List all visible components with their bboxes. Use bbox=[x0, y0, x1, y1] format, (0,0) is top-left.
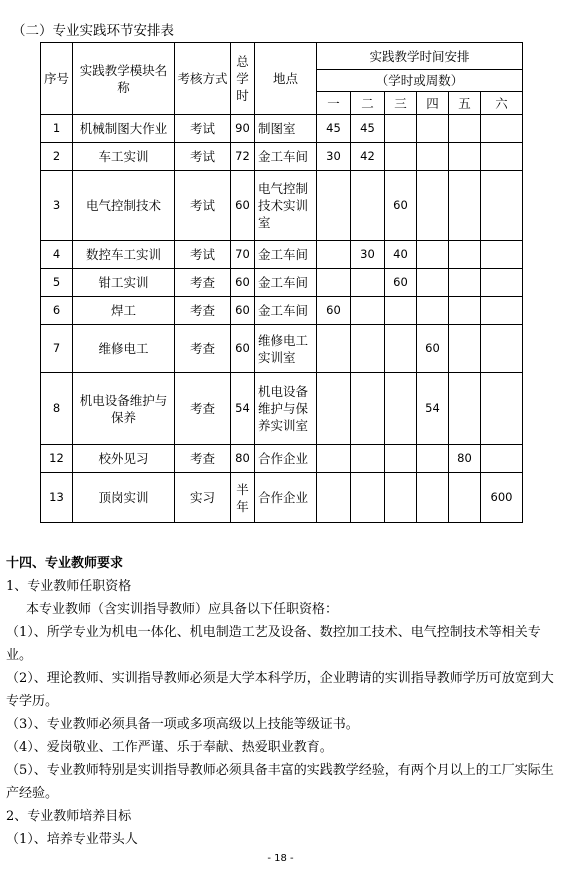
header-seq: 序号 bbox=[41, 43, 73, 115]
cell-term bbox=[449, 171, 481, 241]
cell-term bbox=[417, 171, 449, 241]
cell-seq: 2 bbox=[41, 143, 73, 171]
cell-assess: 考试 bbox=[175, 115, 231, 143]
header-term: 一 bbox=[317, 92, 351, 115]
cell-seq: 5 bbox=[41, 269, 73, 297]
cell-hours: 90 bbox=[231, 115, 255, 143]
cell-module: 机械制图大作业 bbox=[73, 115, 175, 143]
cell-assess: 考查 bbox=[175, 373, 231, 445]
cell-location: 金工车间 bbox=[255, 143, 317, 171]
cell-location: 电气控制技术实训室 bbox=[255, 171, 317, 241]
header-term: 六 bbox=[481, 92, 523, 115]
cell-assess: 考试 bbox=[175, 171, 231, 241]
cell-term bbox=[449, 473, 481, 523]
cell-assess: 实习 bbox=[175, 473, 231, 523]
cell-term: 600 bbox=[481, 473, 523, 523]
requirement-item: （3）、专业教师必须具备一项或多项高级以上技能等级证书。 bbox=[6, 717, 359, 732]
cell-module: 钳工实训 bbox=[73, 269, 175, 297]
cell-module: 维修电工 bbox=[73, 325, 175, 373]
goal-item: （1）、培养专业带头人 bbox=[6, 832, 138, 847]
requirement-item: （4）、爱岗敬业、工作严谨、乐于奉献、热爱职业教育。 bbox=[6, 740, 333, 755]
cell-term bbox=[449, 325, 481, 373]
cell-assess: 考查 bbox=[175, 269, 231, 297]
cell-term bbox=[317, 373, 351, 445]
table-row bbox=[41, 297, 523, 325]
table-row bbox=[41, 115, 523, 143]
cell-location: 金工车间 bbox=[255, 297, 317, 325]
cell-hours: 60 bbox=[231, 269, 255, 297]
cell-term bbox=[385, 325, 417, 373]
header-module: 实践教学模块名称 bbox=[73, 43, 175, 115]
cell-term bbox=[317, 473, 351, 523]
cell-location: 金工车间 bbox=[255, 269, 317, 297]
cell-term bbox=[317, 445, 351, 473]
cell-seq: 12 bbox=[41, 445, 73, 473]
cell-term: 60 bbox=[385, 171, 417, 241]
table-row bbox=[41, 143, 523, 171]
cell-location: 机电设备维护与保养实训室 bbox=[255, 373, 317, 445]
cell-term bbox=[351, 297, 385, 325]
cell-term: 42 bbox=[351, 143, 385, 171]
intro-paragraph: 本专业教师（含实训指导教师）应具备以下任职资格： bbox=[26, 602, 339, 617]
cell-term bbox=[317, 171, 351, 241]
cell-location: 金工车间 bbox=[255, 241, 317, 269]
cell-seq: 13 bbox=[41, 473, 73, 523]
table-row bbox=[41, 445, 523, 473]
header-hours: 总学时 bbox=[231, 43, 255, 115]
cell-term bbox=[449, 115, 481, 143]
cell-assess: 考查 bbox=[175, 297, 231, 325]
cell-term: 60 bbox=[385, 269, 417, 297]
cell-module: 数控车工实训 bbox=[73, 241, 175, 269]
cell-term bbox=[449, 143, 481, 171]
cell-term bbox=[317, 325, 351, 373]
cell-term: 45 bbox=[351, 115, 385, 143]
table-row bbox=[41, 269, 523, 297]
cell-term bbox=[317, 241, 351, 269]
cell-term bbox=[417, 297, 449, 325]
table-caption: （二）专业实践环节安排表 bbox=[12, 23, 174, 39]
cell-assess: 考试 bbox=[175, 241, 231, 269]
cell-module: 电气控制技术 bbox=[73, 171, 175, 241]
cell-location: 合作企业 bbox=[255, 473, 317, 523]
table-row bbox=[41, 171, 523, 241]
cell-term bbox=[385, 473, 417, 523]
cell-term: 60 bbox=[317, 297, 351, 325]
header-term: 二 bbox=[351, 92, 385, 115]
cell-term bbox=[417, 241, 449, 269]
cell-hours: 54 bbox=[231, 373, 255, 445]
cell-hours: 60 bbox=[231, 171, 255, 241]
cell-term bbox=[385, 143, 417, 171]
page-number: - 18 - bbox=[267, 853, 294, 864]
cell-term bbox=[481, 269, 523, 297]
cell-module: 焊工 bbox=[73, 297, 175, 325]
cell-assess: 考试 bbox=[175, 143, 231, 171]
cell-term bbox=[481, 143, 523, 171]
cell-module: 机电设备维护与保养 bbox=[73, 373, 175, 445]
cell-term bbox=[385, 445, 417, 473]
cell-term bbox=[417, 445, 449, 473]
header-schedule-sub: （学时或周数） bbox=[317, 70, 523, 92]
table-row bbox=[41, 325, 523, 373]
cell-term: 60 bbox=[417, 325, 449, 373]
cell-term bbox=[417, 143, 449, 171]
cell-term bbox=[481, 115, 523, 143]
cell-term bbox=[385, 373, 417, 445]
requirement-item: （2）、理论教师、实训指导教师必须是大学本科学历，企业聘请的实训指导教师学历可放宽到大专学历。 bbox=[6, 671, 554, 709]
header-term: 三 bbox=[385, 92, 417, 115]
requirement-item: （5）、专业教师特别是实训指导教师必须具备丰富的实践教学经验，有两个月以上的工厂实际生产经验。 bbox=[6, 763, 554, 801]
cell-term bbox=[481, 325, 523, 373]
cell-seq: 4 bbox=[41, 241, 73, 269]
cell-term bbox=[449, 241, 481, 269]
cell-location: 维修电工实训室 bbox=[255, 325, 317, 373]
cell-term bbox=[351, 373, 385, 445]
header-location: 地点 bbox=[255, 43, 317, 115]
cell-term: 80 bbox=[449, 445, 481, 473]
cell-module: 校外见习 bbox=[73, 445, 175, 473]
cell-module: 车工实训 bbox=[73, 143, 175, 171]
teacher-requirements-section bbox=[6, 552, 554, 851]
table-row bbox=[41, 241, 523, 269]
cell-term bbox=[417, 269, 449, 297]
cell-hours: 60 bbox=[231, 297, 255, 325]
cell-term bbox=[385, 115, 417, 143]
cell-term: 45 bbox=[317, 115, 351, 143]
cell-location: 制图室 bbox=[255, 115, 317, 143]
table-row bbox=[41, 373, 523, 445]
cell-hours: 70 bbox=[231, 241, 255, 269]
header-term: 五 bbox=[449, 92, 481, 115]
cell-term bbox=[481, 445, 523, 473]
cell-term bbox=[481, 373, 523, 445]
cell-term bbox=[481, 241, 523, 269]
header-schedule: 实践教学时间安排 bbox=[317, 43, 523, 70]
cell-term bbox=[351, 473, 385, 523]
cell-term bbox=[481, 171, 523, 241]
cell-term bbox=[449, 373, 481, 445]
cell-hours: 半年 bbox=[231, 473, 255, 523]
cell-hours: 72 bbox=[231, 143, 255, 171]
subsection-title: 2、专业教师培养目标 bbox=[6, 809, 132, 824]
cell-term bbox=[385, 297, 417, 325]
cell-term bbox=[317, 269, 351, 297]
header-assess: 考核方式 bbox=[175, 43, 231, 115]
cell-assess: 考查 bbox=[175, 445, 231, 473]
cell-term bbox=[417, 473, 449, 523]
cell-term bbox=[417, 115, 449, 143]
cell-term: 40 bbox=[385, 241, 417, 269]
subsection-title: 1、专业教师任职资格 bbox=[6, 579, 132, 594]
cell-term bbox=[351, 269, 385, 297]
practice-schedule-table bbox=[40, 42, 523, 523]
cell-seq: 1 bbox=[41, 115, 73, 143]
cell-location: 合作企业 bbox=[255, 445, 317, 473]
cell-term bbox=[449, 269, 481, 297]
cell-seq: 6 bbox=[41, 297, 73, 325]
cell-seq: 7 bbox=[41, 325, 73, 373]
section-heading: 十四、专业教师要求 bbox=[6, 556, 124, 571]
cell-term: 30 bbox=[317, 143, 351, 171]
cell-term bbox=[481, 297, 523, 325]
cell-term bbox=[351, 445, 385, 473]
requirement-item: （1）、所学专业为机电一体化、机电制造工艺及设备、数控加工技术、电气控制技术等相关专业。 bbox=[6, 625, 541, 663]
header-term: 四 bbox=[417, 92, 449, 115]
cell-hours: 60 bbox=[231, 325, 255, 373]
cell-term: 30 bbox=[351, 241, 385, 269]
cell-seq: 3 bbox=[41, 171, 73, 241]
table-row bbox=[41, 473, 523, 523]
cell-term bbox=[351, 171, 385, 241]
cell-seq: 8 bbox=[41, 373, 73, 445]
cell-module: 顶岗实训 bbox=[73, 473, 175, 523]
cell-term: 54 bbox=[417, 373, 449, 445]
cell-term bbox=[449, 297, 481, 325]
cell-assess: 考查 bbox=[175, 325, 231, 373]
cell-term bbox=[351, 325, 385, 373]
cell-hours: 80 bbox=[231, 445, 255, 473]
